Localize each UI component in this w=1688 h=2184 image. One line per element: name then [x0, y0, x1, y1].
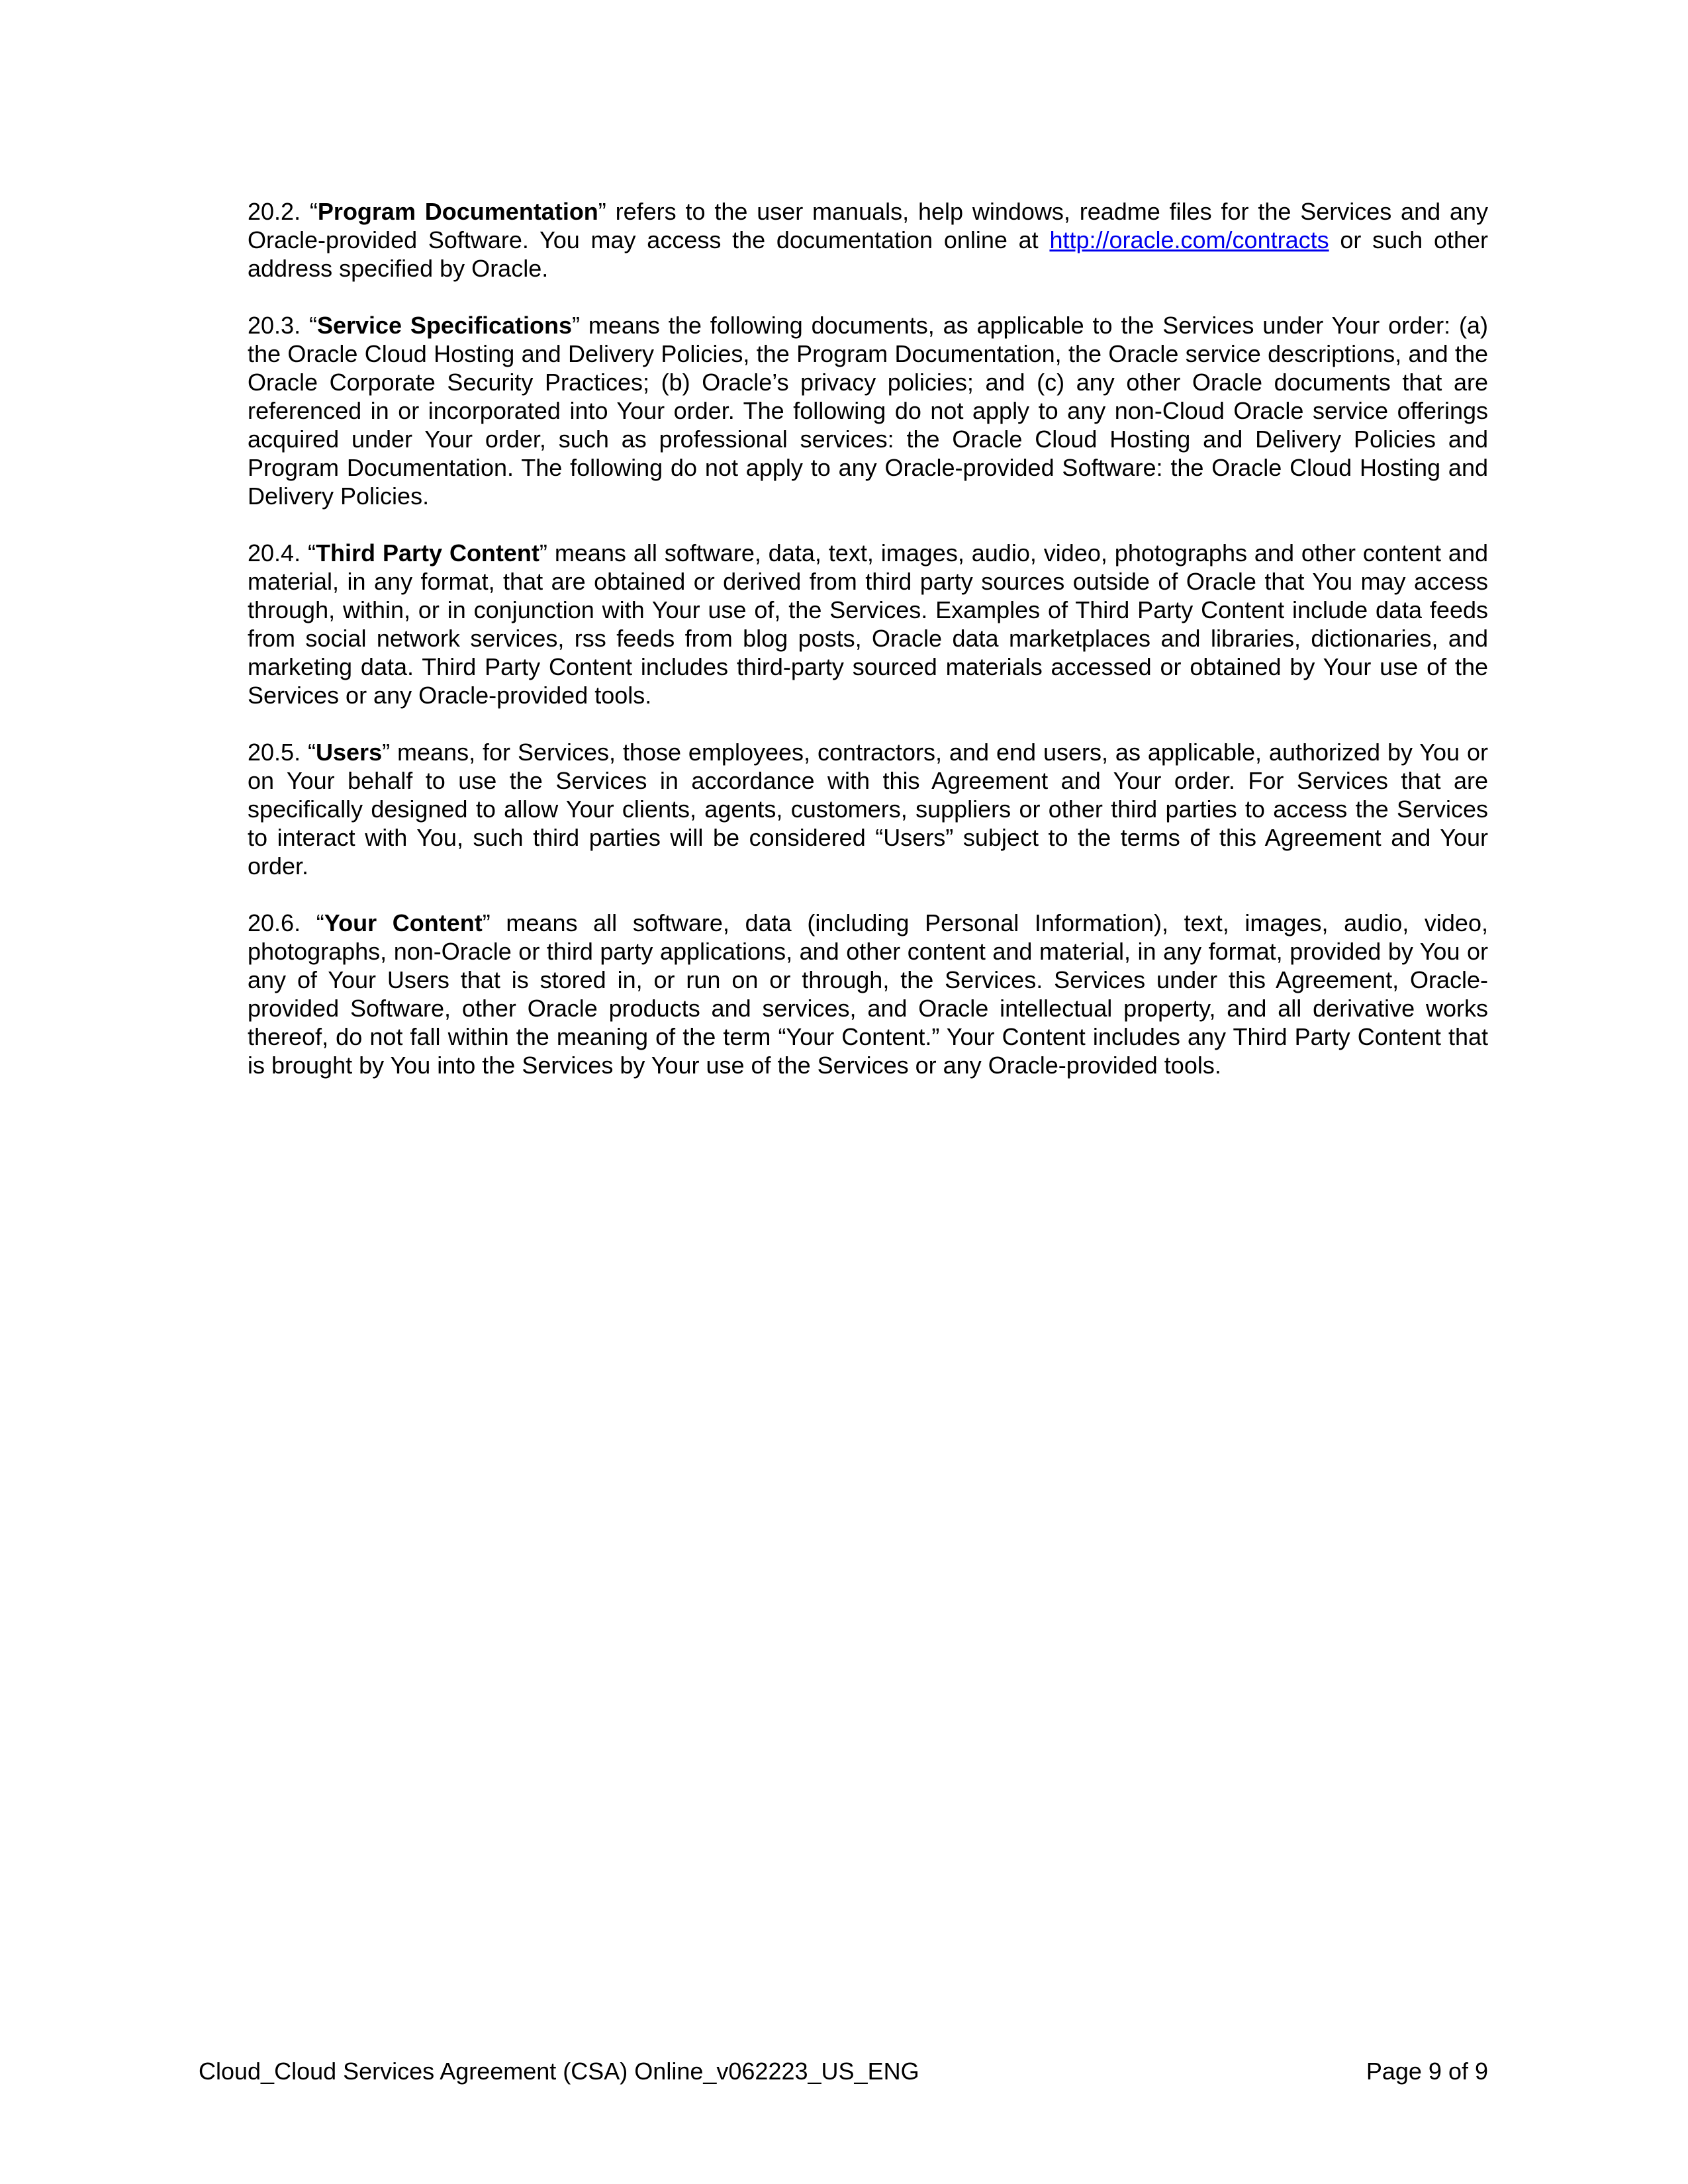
- definition-text-continued: or such other address specified by Oracle.: [248, 226, 1488, 282]
- section-20-3: [248, 311, 1488, 510]
- document-body: [248, 197, 1488, 1108]
- definition-text: ” means, for Services, those employees, contractors, and end users, as applicable, authorized by You or on Your behalf to use the Services in accordance with this Agreement and Your order. For Services that are specifically designed to allow Your clients, agents, customers, suppliers or other third parties to access the Services to interact with You, such third parties will be considered “Users” subject to the terms of this Agreement and Your order.: [248, 739, 1488, 880]
- section-number: 20.3.: [248, 312, 301, 339]
- defined-term: Users: [316, 739, 383, 766]
- section-20-5: [248, 738, 1488, 880]
- open-quote: “: [308, 739, 316, 766]
- defined-term: Your Content: [324, 909, 483, 936]
- contracts-link[interactable]: http://oracle.com/contracts: [1049, 226, 1329, 253]
- section-number: 20.6.: [248, 909, 301, 936]
- section-20-2: [248, 197, 1488, 283]
- open-quote: “: [309, 198, 318, 225]
- definition-text: ” means the following documents, as applicable to the Services under Your order: (a) the Oracle Cloud Hosting and Delivery Policies, the Program Documentation, the Oracle service descriptions, and the Oracle Corporate Security Practices; (b) Oracle’s privacy policies; and (c) any other Oracle documents that are referenced in or incorporated into Your order. The following do not apply to any non-Cloud Oracle service offerings acquired under Your order, such as professional services: the Oracle Cloud Hosting and Delivery Policies and Program Documentation. The following do not apply to any Oracle-provided Software: the Oracle Cloud Hosting and Delivery Policies.: [248, 312, 1489, 510]
- open-quote: “: [308, 539, 316, 567]
- open-quote: “: [308, 312, 317, 339]
- defined-term: Program Documentation: [317, 198, 598, 225]
- definition-text: ” means all software, data, text, images, audio, video, photographs and other content and material, in any format, that are obtained or derived from third party sources outside of Oracle that You may access through, within, or in conjunction with Your use of, the Services. Examples of Third Party Content include data feeds from social network services, rss feeds from blog posts, Oracle data marketplaces and libraries, dictionaries, and marketing data. Third Party Content includes third-party sourced materials accessed or obtained by Your use of the Services or any Oracle-provided tools.: [248, 539, 1488, 709]
- section-number: 20.2.: [248, 198, 301, 225]
- section-number: 20.5.: [248, 739, 301, 766]
- defined-term: Service Specifications: [316, 312, 573, 339]
- defined-term: Third Party Content: [316, 539, 539, 567]
- definition-text: ” refers to the user manuals, help windows, readme files for the Services and any Oracle-provided Software. You may access the documentation online at: [248, 198, 1488, 253]
- footer-document-name: Cloud_Cloud Services Agreement (CSA) Online_v062223_US_ENG: [199, 2058, 919, 2085]
- section-20-4: [248, 539, 1488, 709]
- section-20-6: [248, 909, 1488, 1079]
- definition-text: ” means all software, data (including Personal Information), text, images, audio, video, photographs, non-Oracle or third party applications, and other content and material, in any format, provided by You or any of Your Users that is stored in, or run on or through, the Services. Services under this Agreement, Oracle-provided Software, other Oracle products and services, and Oracle intellectual property, and all derivative works thereof, do not fall within the meaning of the term “Your Content.” Your Content includes any Third Party Content that is brought by You into the Services by Your use of the Services or any Oracle-provided tools.: [248, 909, 1488, 1079]
- open-quote: “: [316, 909, 324, 936]
- section-number: 20.4.: [248, 539, 301, 567]
- footer-page-number: Page 9 of 9: [1366, 2058, 1488, 2085]
